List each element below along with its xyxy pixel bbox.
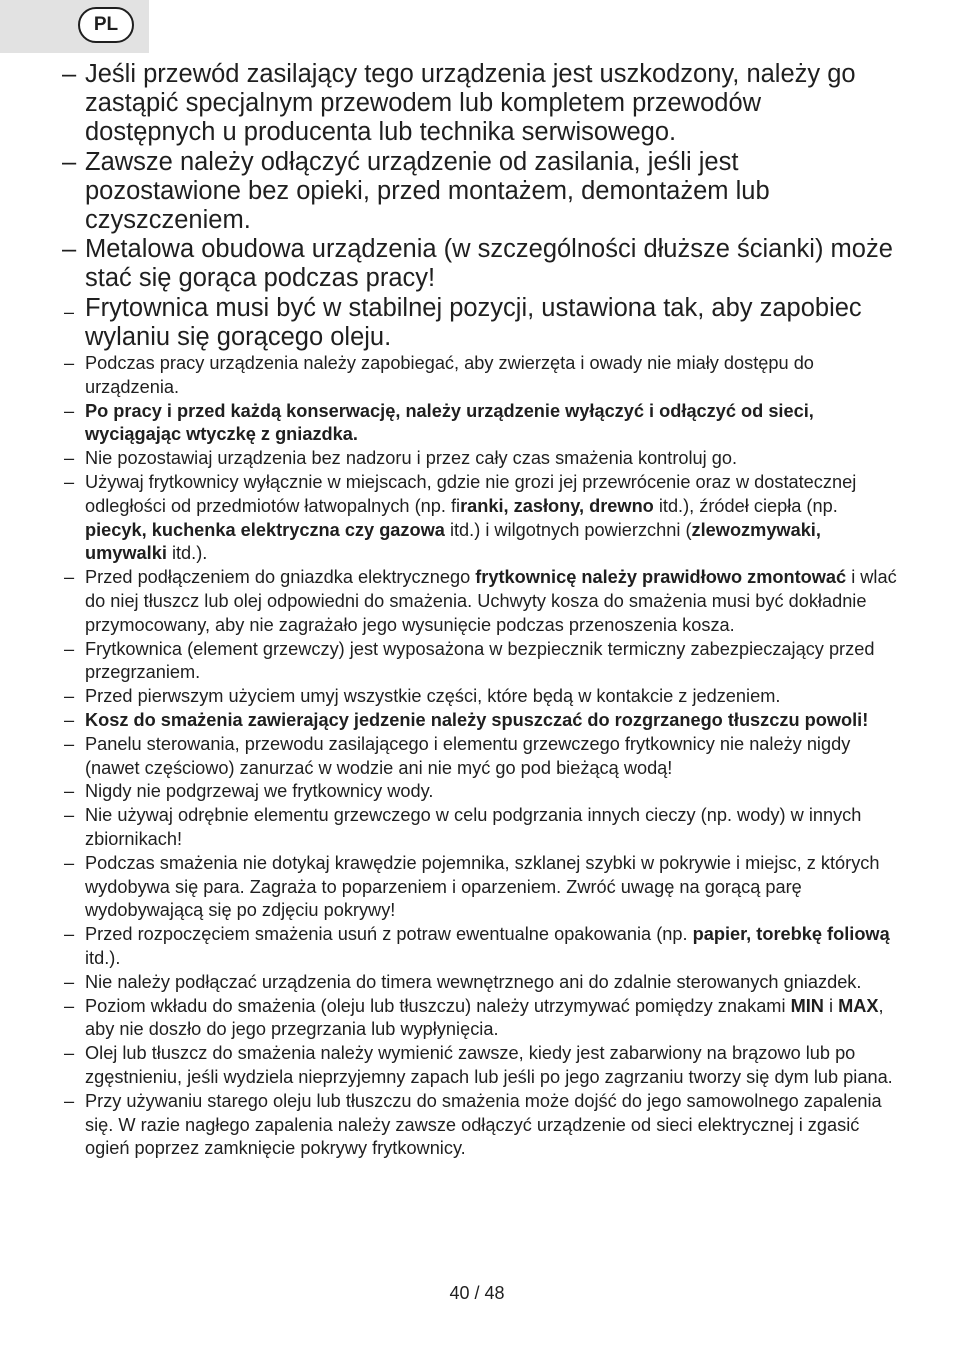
text-run: Metalowa obudowa urządzenia (w szczególności dłuższe ścianki) może stać się gorąca podczas pracy! bbox=[85, 235, 893, 293]
list-item-text bbox=[85, 924, 890, 968]
bold-text: piecyk, kuchenka elektryczna czy gazowa bbox=[85, 519, 445, 540]
list-dash: – bbox=[62, 235, 77, 264]
list-dash: – bbox=[62, 60, 77, 88]
text-run: Podczas smażenia nie dotykaj krawędzie pojemnika, szklanej szybki w pokrywie i miejsc, z których wydobywa się para. Zagraża to poparzeniem i oparzeniem. Zwróć uwagę na gorącą parę wydobywającą się po zdjęciu pokrywy! bbox=[85, 852, 880, 921]
list-item-text bbox=[85, 853, 880, 921]
language-badge: PL bbox=[78, 7, 134, 43]
safety-instructions-list bbox=[62, 60, 898, 1161]
list-item-text bbox=[85, 235, 893, 292]
list-item bbox=[62, 685, 898, 709]
list-item bbox=[62, 1042, 898, 1090]
list-item bbox=[62, 235, 898, 293]
list-item bbox=[62, 709, 898, 733]
list-item-text bbox=[85, 1043, 893, 1087]
list-item bbox=[62, 447, 898, 471]
bold-text: ranki, zasłony, drewno bbox=[460, 495, 654, 516]
list-dash: – bbox=[64, 472, 75, 493]
text-run: , aby nie doszło do jego przegrzania lub wypłynięcia. bbox=[85, 995, 884, 1040]
list-dash: – bbox=[64, 353, 75, 374]
list-item-text bbox=[85, 448, 737, 468]
text-run: itd.). bbox=[85, 947, 121, 968]
text-run: Używaj frytkownicy wyłącznie w miejscach, gdzie nie grozi jej przewrócenie oraz w dostatecznej odległości od przedmiotów łatwopalnych (np. fi bbox=[85, 472, 857, 516]
list-item-text bbox=[85, 148, 770, 234]
bold-text: MIN bbox=[790, 995, 824, 1016]
text-run: Nigdy nie podgrzewaj we frytkownicy wody. bbox=[85, 781, 434, 802]
list-item-text bbox=[85, 686, 780, 706]
text-run: Przed rozpoczęciem smażenia usuń z potraw ewentualne opakowania (np. bbox=[85, 924, 693, 945]
text-run: Frytownica musi być w stabilnej pozycji, ustawiona tak, aby zapobiec wylaniu się gorącego oleju. bbox=[85, 293, 862, 351]
bold-text: zlewozmywaki, umywalki bbox=[85, 519, 821, 564]
list-item-text bbox=[85, 472, 856, 563]
list-item bbox=[62, 148, 898, 236]
list-item bbox=[62, 733, 898, 781]
bold-text: frytkownicę należy prawidłowo zmontować bbox=[475, 567, 847, 588]
page-number: 40 / 48 bbox=[449, 1283, 505, 1303]
list-item bbox=[62, 995, 898, 1043]
text-run: Jeśli przewód zasilający tego urządzenia jest uszkodzony, należy go zastąpić specjalnym przewodem lub kompletem przewodów dostępnych u producenta lub technika serwisowego. bbox=[85, 60, 856, 147]
list-item bbox=[62, 60, 898, 148]
list-item-text bbox=[85, 401, 814, 445]
list-item-text bbox=[85, 734, 850, 778]
list-item-text bbox=[85, 1091, 882, 1159]
text-run: Przed podłączeniem do gniazdka elektrycznego bbox=[85, 567, 476, 588]
list-dash: – bbox=[64, 971, 75, 992]
list-dash: – bbox=[62, 147, 77, 176]
list-item bbox=[62, 638, 898, 686]
list-item-text bbox=[85, 567, 897, 635]
text-run: Podczas pracy urządzenia należy zapobiegać, aby zwierzęta i owady nie miały dostępu do urządzenia. bbox=[85, 353, 814, 397]
text-run: Nie używaj odrębnie elementu grzewczego w celu podgrzania innych cieczy (np. wody) w innych zbiornikach! bbox=[85, 805, 862, 849]
text-run: itd.), źródeł ciepła (np. bbox=[653, 495, 838, 516]
list-item-text bbox=[85, 805, 861, 849]
language-tab bbox=[0, 0, 149, 53]
list-item bbox=[62, 471, 898, 566]
list-dash: – bbox=[64, 301, 75, 322]
list-item bbox=[62, 400, 898, 448]
list-item bbox=[62, 971, 898, 995]
bold-text: Kosz do smażenia zawierający jedzenie należy spuszczać do rozgrzanego tłuszczu powoli! bbox=[85, 709, 869, 730]
list-item-text bbox=[85, 996, 884, 1040]
text-run: Nie pozostawiaj urządzenia bez nadzoru i przez cały czas smażenia kontroluj go. bbox=[85, 448, 738, 469]
list-dash: – bbox=[64, 567, 75, 588]
list-dash: – bbox=[64, 852, 75, 873]
list-item-text bbox=[85, 972, 861, 992]
list-dash: – bbox=[64, 709, 75, 730]
list-item bbox=[62, 1090, 898, 1161]
list-dash: – bbox=[64, 1090, 75, 1111]
list-item bbox=[62, 923, 898, 971]
list-item bbox=[62, 852, 898, 923]
text-run: Nie należy podłączać urządzenia do timera wewnętrznego ani do zdalnie sterowanych gniazdek. bbox=[85, 971, 862, 992]
bold-text: papier, torebkę foliową bbox=[692, 924, 890, 945]
bold-text: Po pracy i przed każdą konserwację, należy urządzenie wyłączyć i odłączyć od sieci, wyciągając wtyczkę z gniazdka. bbox=[85, 400, 814, 445]
list-item-text bbox=[85, 639, 874, 683]
list-dash: – bbox=[64, 924, 75, 945]
text-run: i bbox=[823, 995, 839, 1016]
list-dash: – bbox=[64, 733, 75, 754]
list-dash: – bbox=[64, 448, 75, 469]
text-run: Olej lub tłuszcz do smażenia należy wymienić zawsze, kiedy jest zabarwiony na brązowo lub po zgęstnieniu, jeśli wydziela nieprzyjemny zapach lub jeśli po jego zagrzaniu tworzy się dym lub piana. bbox=[85, 1043, 893, 1087]
list-dash: – bbox=[64, 1043, 75, 1064]
text-run: Zawsze należy odłączyć urządzenie od zasilania, jeśli jest pozostawione bez opieki, przed montażem, demontażem lub czyszczeniem. bbox=[85, 147, 770, 235]
list-dash: – bbox=[64, 781, 75, 802]
text-run: Przed pierwszym użyciem umyj wszystkie części, które będą w kontakcie z jedzeniem. bbox=[85, 686, 781, 707]
text-run: itd.) i wilgotnych powierzchni ( bbox=[444, 519, 692, 540]
text-run: i wlać do niej tłuszcz lub olej odpowiedni do smażenia. Uchwyty kosza do smażenia musi być dokładnie przymocowany, aby nie zagrażało jego wysunięcie podczas przenoszenia kosza. bbox=[85, 567, 897, 635]
list-dash: – bbox=[64, 686, 75, 707]
text-run: Panelu sterowania, przewodu zasilającego i elementu grzewczego frytkownicy nie należy nigdy (nawet częściowo) zanurzać w wodzie ani nie myć go pod bieżącą wodą! bbox=[85, 733, 851, 778]
list-item-text bbox=[85, 294, 862, 351]
list-item bbox=[62, 294, 898, 352]
list-item bbox=[62, 352, 898, 400]
list-dash: – bbox=[64, 400, 75, 421]
list-dash: – bbox=[64, 995, 75, 1016]
text-run: itd.). bbox=[166, 543, 208, 564]
list-item-text bbox=[85, 781, 433, 801]
list-item-text bbox=[85, 353, 814, 397]
list-item-text bbox=[85, 710, 868, 730]
list-item bbox=[62, 780, 898, 804]
list-dash: – bbox=[64, 805, 75, 826]
list-item bbox=[62, 566, 898, 637]
text-run: Przy używaniu starego oleju lub tłuszczu do smażenia może dojść do jego samowolnego zapalenia się. W razie nagłego zapalenia należy zawsze odłączyć urządzenie od sieci elektrycznej i zgasić ogień poprzez zamknięcie pokrywy frytkownicy. bbox=[85, 1090, 882, 1159]
list-item-text bbox=[85, 60, 856, 146]
text-run: Frytkownica (element grzewczy) jest wyposażona w bezpiecznik termiczny zabezpieczający przed przegrzaniem. bbox=[85, 638, 875, 683]
list-item bbox=[62, 804, 898, 852]
bold-text: MAX bbox=[838, 995, 879, 1016]
list-dash: – bbox=[64, 638, 75, 659]
text-run: Poziom wkładu do smażenia (oleju lub tłuszczu) należy utrzymywać pomiędzy znakami bbox=[85, 995, 791, 1016]
